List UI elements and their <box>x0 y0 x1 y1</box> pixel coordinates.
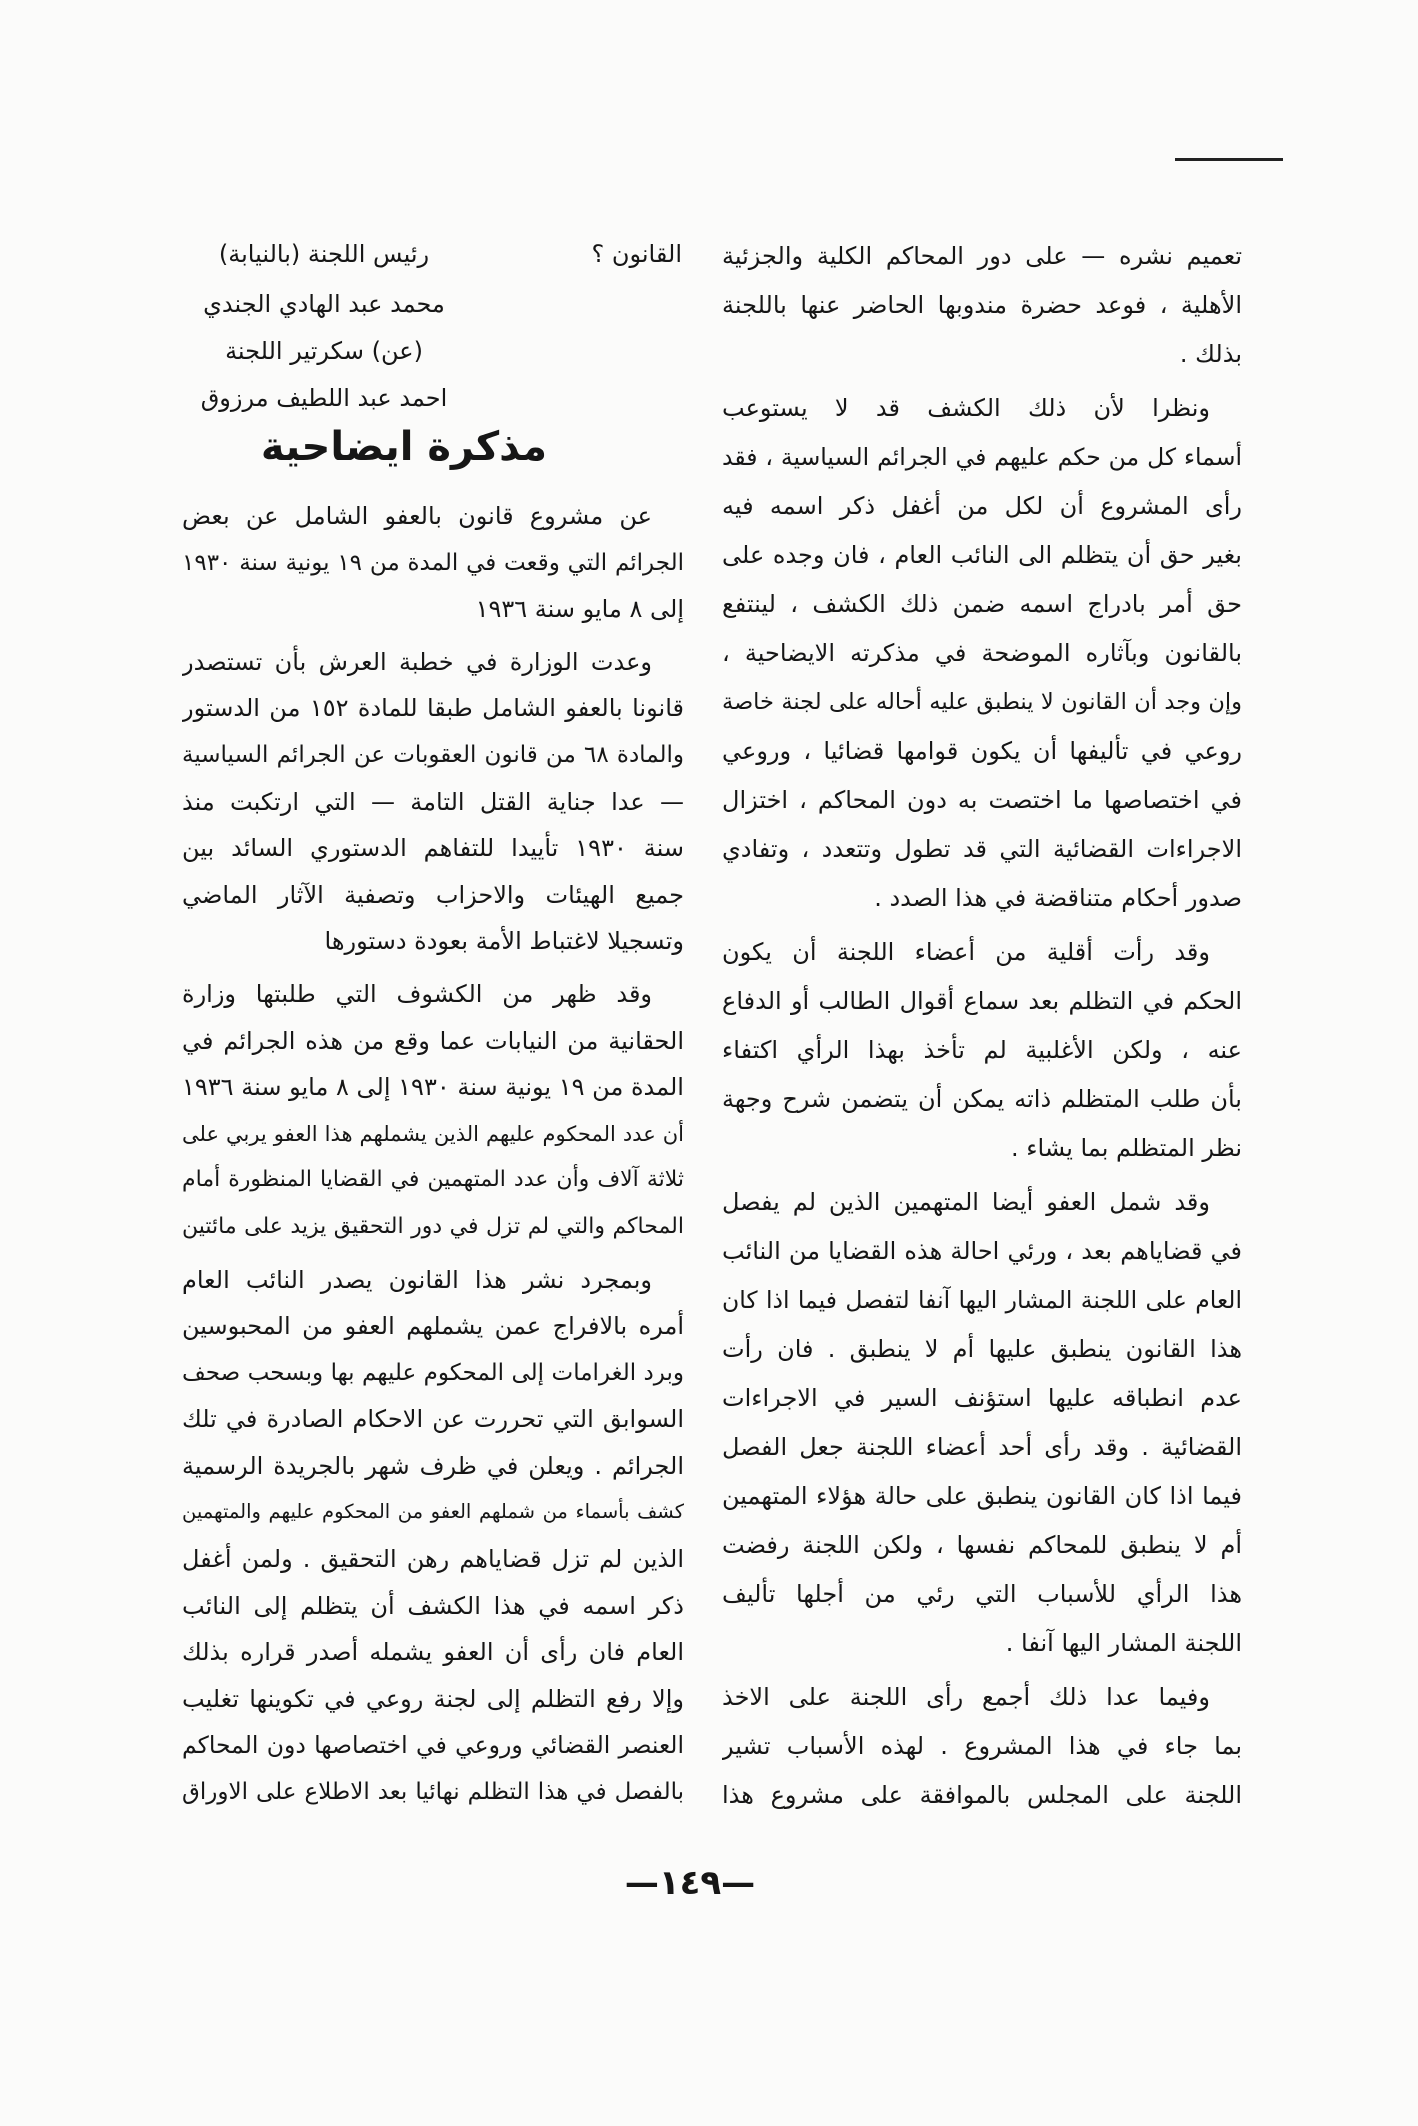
text-line: بأن طلب المتظلم ذاته يمكن أن يتضمن شرح وجهة <box>722 1085 1242 1113</box>
paragraph <box>722 232 1242 379</box>
text-line: بما جاء في هذا المشروع . لهذه الأسباب تشير <box>722 1732 1242 1760</box>
text-line: وقد ظهر من الكشوف التي طلبتها وزارة <box>182 979 652 1008</box>
text-line: وقد رأت أقلية من أعضاء اللجنة أن يكون <box>722 938 1210 966</box>
signature-line: احمد عبد اللطيف مرزوق <box>200 384 448 412</box>
text-line: الجرائم التي وقعت في المدة من ١٩ يونية سنة ١٩٣٠ <box>182 549 684 576</box>
text-line: أمره بالافراج عمن يشملهم العفو من المحبوسين <box>182 1312 684 1341</box>
text-line: اللجنة المشار اليها آنفا . <box>1005 1629 1242 1657</box>
paragraph <box>722 1178 1242 1668</box>
left-column <box>182 493 684 1816</box>
text-line: بذلك . <box>1179 340 1242 368</box>
text-line: الحكم في التظلم بعد سماع أقوال الطالب أو الدفاع <box>722 987 1242 1015</box>
text-line: وإن وجد أن القانون لا ينطبق عليه أحاله على لجنة خاصة <box>722 689 1242 715</box>
text-line: إلى ٨ مايو سنة ١٩٣٦ <box>475 595 684 624</box>
text-line: وعدت الوزارة في خطبة العرش بأن تستصدر <box>182 647 652 676</box>
text-line: المدة من ١٩ يونية سنة ١٩٣٠ إلى ٨ مايو سنة ١٩٣٦ <box>182 1073 684 1102</box>
text-line: حق أمر بادراج اسمه ضمن ذلك الكشف ، لينتفع <box>722 590 1242 618</box>
continuation-text: القانون ؟ <box>591 240 682 268</box>
text-line: عنه ، ولكن الأغلبية لم تأخذ بهذا الرأي اكتفاء <box>722 1036 1242 1064</box>
text-line: بالفصل في هذا التظلم نهائيا بعد الاطلاع على الاوراق <box>182 1779 684 1806</box>
paragraph <box>722 1673 1242 1820</box>
text-line: فيما اذا كان القانون ينطبق على حالة هؤلاء المتهمين <box>722 1482 1242 1510</box>
text-line: وتسجيلا لاغتباط الأمة بعودة دستورها <box>324 927 684 956</box>
text-line: وقد شمل العفو أيضا المتهمين الذين لم يفصل <box>722 1188 1210 1216</box>
text-line: ونظرا لأن ذلك الكشف قد لا يستوعب <box>722 394 1210 422</box>
paragraph <box>182 493 684 633</box>
header-rule <box>1175 158 1283 161</box>
text-line: سنة ١٩٣٠ تأييدا للتفاهم الدستوري السائد بين <box>182 834 684 863</box>
text-line: القضائية . وقد رأى أحد أعضاء اللجنة جعل الفصل <box>722 1433 1242 1461</box>
right-column <box>722 232 1242 1820</box>
text-line: اللجنة على المجلس بالموافقة على مشروع هذا <box>722 1781 1242 1809</box>
text-line: الجرائم . ويعلن في ظرف شهر بالجريدة الرسمية <box>182 1451 684 1480</box>
text-line: — عدا جناية القتل التامة — التي ارتكبت منذ <box>182 787 684 816</box>
text-line: صدور أحكام متناقضة في هذا الصدد . <box>874 884 1242 912</box>
text-line: في قضاياهم بعد ، ورئي احالة هذه القضايا من النائب <box>722 1237 1242 1265</box>
paragraph <box>182 971 684 1251</box>
text-line: الأهلية ، فوعد حضرة مندوبها الحاضر عنها باللجنة <box>722 291 1242 319</box>
text-line: هذا القانون ينطبق عليها أم لا ينطبق . فان رأت <box>722 1335 1242 1363</box>
text-line: في اختصاصها ما اختصت به دون المحاكم ، اختزال <box>722 786 1242 814</box>
text-line: والمادة ٦٨ من قانون العقوبات عن الجرائم السياسية <box>182 741 684 768</box>
signature-line: (عن) سكرتير اللجنة <box>225 337 423 365</box>
text-line: جميع الهيئات والاحزاب وتصفية الآثار الماضي <box>182 880 684 909</box>
text-line: السوابق التي تحررت عن الاحكام الصادرة في تلك <box>182 1405 684 1434</box>
text-line: قانونا بالعفو الشامل طبقا للمادة ١٥٢ من الدستور <box>182 694 684 723</box>
paragraph <box>722 384 1242 923</box>
text-line: أم لا ينطبق للمحاكم نفسها ، ولكن اللجنة رفضت <box>722 1531 1242 1559</box>
text-line: المحاكم والتي لم تزل في دور التحقيق يزيد على مائتين <box>182 1213 684 1239</box>
text-line: وفيما عدا ذلك أجمع رأى اللجنة على الاخذ <box>722 1683 1210 1711</box>
text-line: نظر المتظلم بما يشاء . <box>1010 1134 1242 1162</box>
signature-line: محمد عبد الهادي الجندي <box>203 290 445 318</box>
text-line: وبمجرد نشر هذا القانون يصدر النائب العام <box>182 1265 652 1294</box>
paragraph <box>182 1257 684 1816</box>
text-line: هذا الرأي للأسباب التي رئي من أجلها تأليف <box>722 1580 1242 1608</box>
text-line: عن مشروع قانون بالعفو الشامل عن بعض <box>182 502 652 530</box>
text-line: ثلاثة آلاف وأن عدد المتهمين في القضايا المنظورة أمام <box>182 1167 684 1193</box>
text-line: العنصر القضائي وروعي في اختصاصها دون المحاكم <box>182 1731 684 1760</box>
text-line: بالقانون وبآثاره الموضحة في مذكرته الايضاحية ، <box>722 639 1242 667</box>
paragraph <box>182 639 684 965</box>
text-line: وبرد الغرامات إلى المحكوم عليهم بها وبسحب صحف <box>182 1359 684 1386</box>
text-line: روعي في تأليفها أن يكون قوامها قضائيا ، وروعي <box>722 737 1242 765</box>
text-line: رأى المشروع أن لكل من أغفل ذكر اسمه فيه <box>722 492 1242 520</box>
text-line: الذين لم تزل قضاياهم رهن التحقيق . ولمن أغفل <box>182 1545 684 1574</box>
paragraph <box>722 928 1242 1173</box>
text-line: وإلا رفع التظلم إلى لجنة روعي في تكوينها تغليب <box>182 1684 684 1713</box>
signature-line: رئيس اللجنة (بالنيابة) <box>218 240 430 268</box>
text-line: أسماء كل من حكم عليهم في الجرائم السياسية ، فقد <box>722 443 1242 471</box>
text-line: العام على اللجنة المشار اليها آنفا لتفصل فيما اذا كان <box>722 1286 1242 1314</box>
text-line: الاجراءات القضائية التي قد تطول وتتعدد ، وتفادي <box>722 835 1242 863</box>
text-line: كشف بأسماء من شملهم العفو من المحكوم عليهم والمتهمين <box>182 1500 684 1524</box>
text-line: أن عدد المحكوم عليهم الذين يشملهم هذا العفو يربي على <box>182 1121 684 1146</box>
memo-title: مذكرة ايضاحية <box>260 424 548 470</box>
text-line: الحقانية من النيابات عما وقع من هذه الجرائم في <box>182 1026 684 1055</box>
text-line: عدم انطباقه عليها استؤنف السير في الاجراءات <box>722 1384 1242 1412</box>
text-line: تعميم نشره — على دور المحاكم الكلية والجزئية <box>722 242 1242 270</box>
text-line: ذكر اسمه في هذا الكشف أن يتظلم إلى النائب <box>182 1591 684 1620</box>
text-line: بغير حق أن يتظلم الى النائب العام ، فان وجده على <box>722 541 1242 569</box>
text-line: العام فان رأى أن العفو يشمله أصدر قراره بذلك <box>182 1638 684 1667</box>
page-number: —١٤٩— <box>624 1863 756 1903</box>
